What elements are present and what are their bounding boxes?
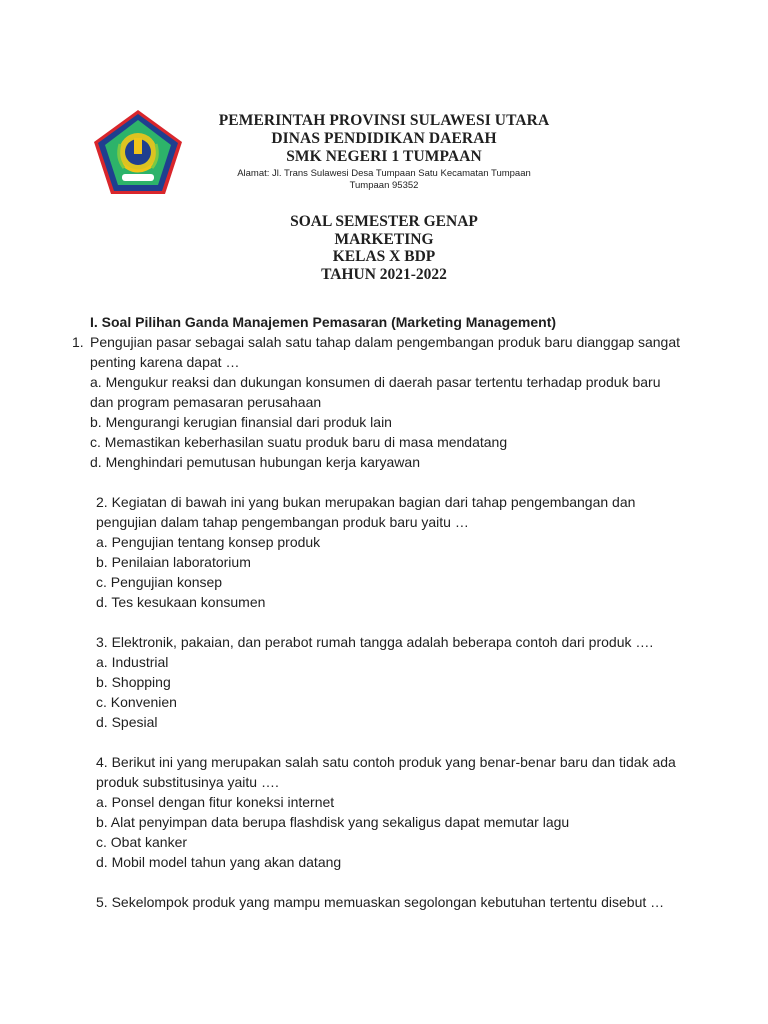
- spacer: [72, 472, 692, 492]
- header-department: DINAS PENDIDIKAN DAERAH: [271, 130, 497, 147]
- option-a: a. Mengukur reaksi dan dukungan konsumen di daerah pasar tertentu terhadap produk baru: [90, 374, 661, 390]
- option-d: d. Spesial: [96, 714, 158, 730]
- option-c: c. Memastikan keberhasilan suatu produk baru di masa mendatang: [90, 434, 508, 450]
- question-4: [72, 752, 692, 872]
- option-b: b. Penilaian laboratorium: [96, 554, 251, 570]
- question-text: produk substitusinya yaitu ….: [96, 774, 279, 790]
- header-address-line2: Tumpaan 95352: [349, 180, 419, 191]
- question-text: 3. Elektronik, pakaian, dan perabot rumah tangga adalah beberapa contoh dari produk ….: [96, 634, 654, 650]
- exam-subject: MARKETING: [334, 230, 434, 248]
- question-1: [72, 332, 692, 472]
- province-logo: [92, 108, 184, 196]
- header-school-name: SMK NEGERI 1 TUMPAAN: [286, 148, 482, 165]
- question-5: [72, 892, 692, 912]
- option-d: d. Mobil model tahun yang akan datang: [96, 854, 342, 870]
- question-text: 5. Sekelompok produk yang mampu memuaskan segolongan kebutuhan tertentu disebut …: [96, 894, 665, 910]
- option-c: c. Konvenien: [96, 694, 177, 710]
- option-d: d. Tes kesukaan konsumen: [96, 594, 266, 610]
- exam-content: [72, 312, 692, 912]
- exam-semester: SOAL SEMESTER GENAP: [290, 213, 478, 230]
- question-text: pengujian dalam tahap pengembangan produk baru yaitu …: [96, 514, 469, 530]
- option-a: a. Industrial: [96, 654, 169, 670]
- header-address-line1: Alamat: Jl. Trans Sulawesi Desa Tumpaan Satu Kecamatan Tumpaan: [237, 168, 531, 179]
- question-3: [72, 632, 692, 732]
- header-government: PEMERINTAH PROVINSI SULAWESI UTARA: [218, 112, 550, 129]
- question-number: 1.: [72, 334, 84, 350]
- exam-year: TAHUN 2021-2022: [321, 265, 447, 283]
- option-a: a. Pengujian tentang konsep produk: [96, 534, 321, 550]
- question-text: Pengujian pasar sebagai salah satu tahap dalam pengembangan produk baru dianggap sangat: [90, 334, 681, 350]
- option-b: b. Mengurangi kerugian finansial dari produk lain: [90, 414, 392, 430]
- exam-class: KELAS X BDP: [332, 248, 436, 265]
- question-text: 4. Berikut ini yang merupakan salah satu contoh produk yang benar-benar baru dan tidak ada: [96, 754, 676, 770]
- exam-title: [184, 213, 584, 283]
- option-b: b. Alat penyimpan data berupa flashdisk yang sekaligus dapat memutar lagu: [96, 814, 570, 830]
- spacer: [72, 872, 692, 892]
- option-c: c. Obat kanker: [96, 834, 188, 850]
- question-2: [72, 492, 692, 612]
- option-d: d. Menghindari pemutusan hubungan kerja karyawan: [90, 454, 420, 470]
- question-text: penting karena dapat …: [90, 354, 240, 370]
- school-header: [196, 112, 572, 192]
- spacer: [72, 612, 692, 632]
- spacer: [72, 732, 692, 752]
- option-a-continued: dan program pemasaran perusahaan: [90, 394, 322, 410]
- question-text: 2. Kegiatan di bawah ini yang bukan merupakan bagian dari tahap pengembangan dan: [96, 494, 636, 510]
- option-b: b. Shopping: [96, 674, 171, 690]
- option-a: a. Ponsel dengan fitur koneksi internet: [96, 794, 335, 810]
- option-c: c. Pengujian konsep: [96, 574, 223, 590]
- section-title: I. Soal Pilihan Ganda Manajemen Pemasaran (Marketing Management): [90, 314, 557, 330]
